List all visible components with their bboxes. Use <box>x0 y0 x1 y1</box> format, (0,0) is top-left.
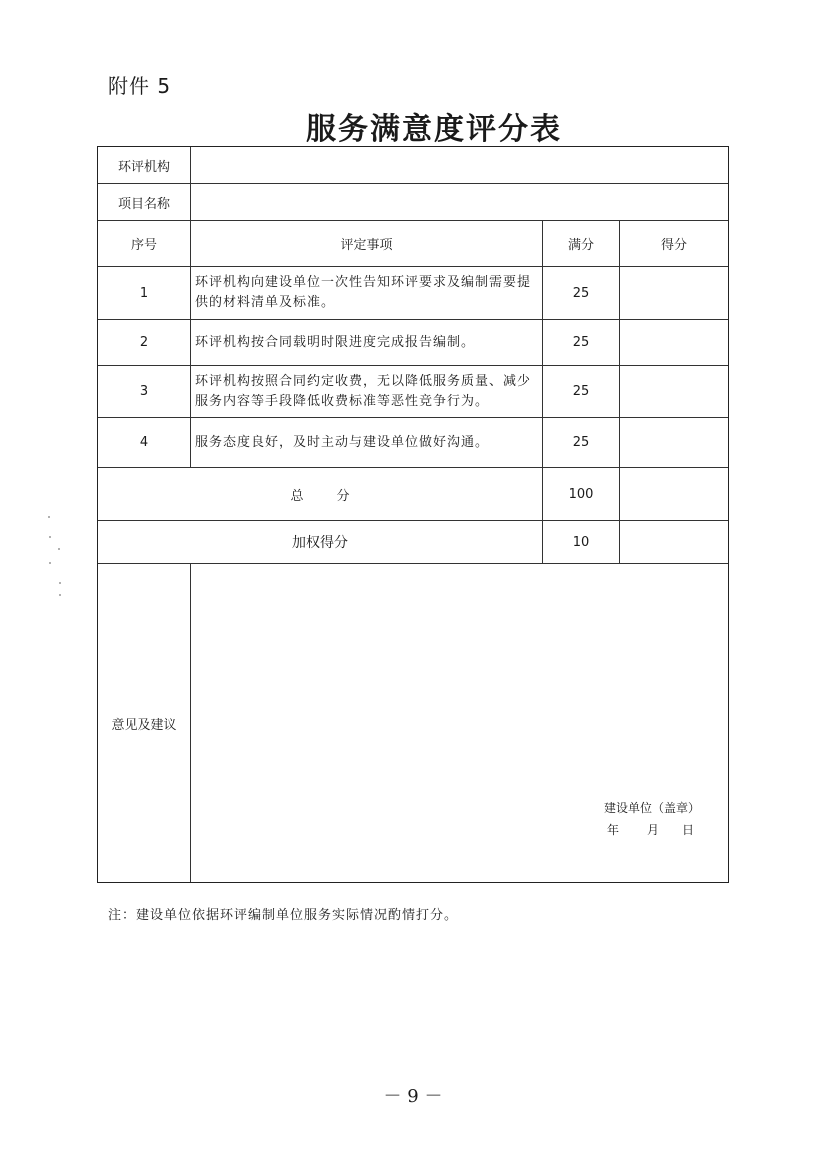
rating-table <box>97 146 729 883</box>
total-score[interactable] <box>620 468 728 520</box>
date-day: 日 <box>682 823 695 837</box>
row-3-no: 3 <box>139 384 149 399</box>
date-month: 月 <box>647 823 660 837</box>
attachment-label: 附件 5 <box>108 74 172 98</box>
row-4-item: 服务态度良好，及时主动与建设单位做好沟通。 <box>195 434 490 450</box>
opinion-label: 意见及建议 <box>111 717 177 733</box>
weighted-label: 加权得分 <box>292 535 348 551</box>
row-4-score[interactable] <box>620 418 728 467</box>
row-1-item: 环评机构向建设单位一次性告知环评要求及编制需要提供的材料清单及标准。 <box>195 275 532 310</box>
row-2-full: 25 <box>572 335 590 350</box>
page-title: 服务满意度评分表 <box>306 112 562 147</box>
row-4-full: 25 <box>572 435 590 450</box>
total-full: 100 <box>568 486 594 502</box>
page-number: － 9 － <box>383 1086 443 1107</box>
row-3-score[interactable] <box>620 366 728 417</box>
row-3-full: 25 <box>572 384 590 399</box>
project-name-label: 项目名称 <box>117 196 170 212</box>
col-header-item: 评定事项 <box>340 238 393 253</box>
row-2-score[interactable] <box>620 320 728 365</box>
date-year: 年 <box>607 823 620 837</box>
row-2-no: 2 <box>139 335 149 350</box>
row-1-no: 1 <box>139 285 149 301</box>
agency-value[interactable] <box>191 147 728 183</box>
col-header-no: 序号 <box>130 238 157 253</box>
project-name-value[interactable] <box>191 184 728 220</box>
scan-marks <box>46 512 66 602</box>
row-4-no: 4 <box>139 435 149 450</box>
row-1-score[interactable] <box>620 267 728 319</box>
col-header-full: 满分 <box>567 238 594 253</box>
row-2-item: 环评机构按合同载明时限进度完成报告编制。 <box>195 334 476 350</box>
sign-unit: 建设单位（盖章） <box>604 801 701 815</box>
weighted-score[interactable] <box>620 521 728 563</box>
agency-label: 环评机构 <box>117 159 170 175</box>
weighted-full: 10 <box>572 534 590 550</box>
footnote: 注：建设单位依据环评编制单位服务实际情况酌情打分。 <box>108 908 459 923</box>
col-header-score: 得分 <box>660 238 687 253</box>
row-3-item: 环评机构按照合同约定收费，无以降低服务质量、减少服务内容等手段降低收费标准等恶性竞争行为。 <box>195 373 532 409</box>
row-1-full: 25 <box>572 285 590 301</box>
total-label: 总 分 <box>290 488 350 504</box>
